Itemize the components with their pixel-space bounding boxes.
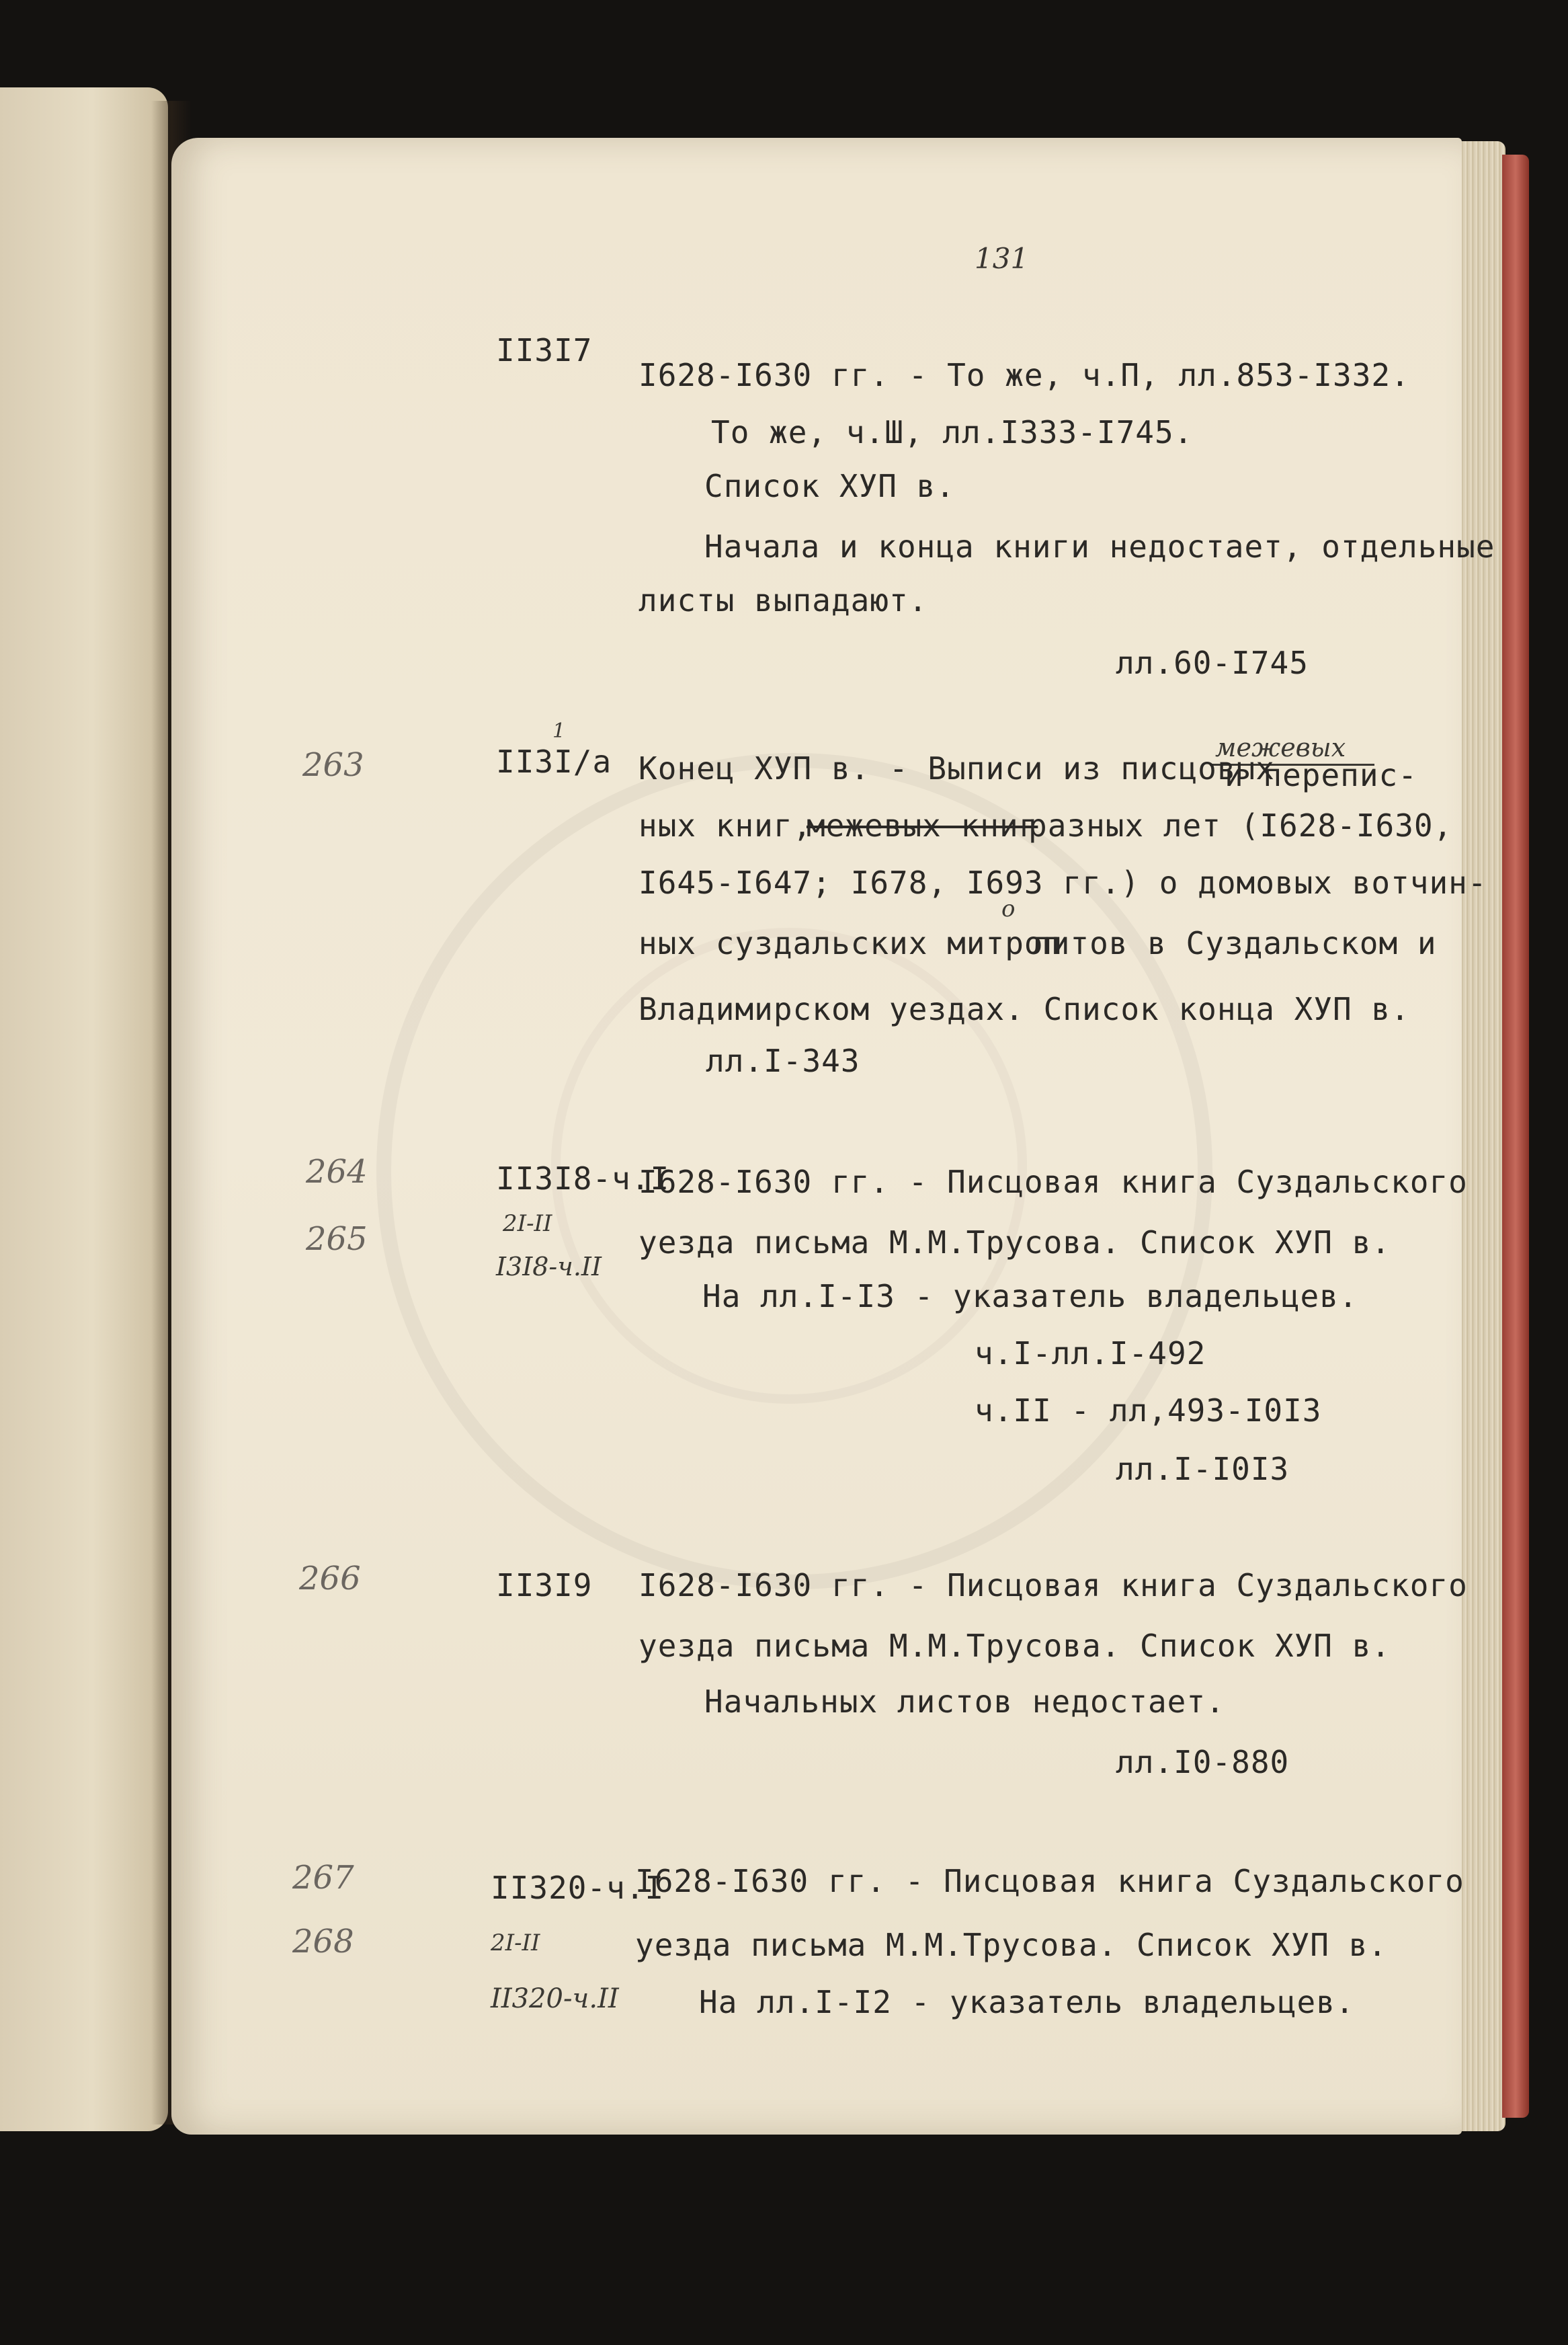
margin-number: 268 [292,1923,354,1960]
entry-line: уезда письма М.М.Трусова. Список ХУП в. [638,1224,1391,1261]
handwritten-note: 1 [552,719,566,743]
entry-line: разных лет (I628-I630, [1028,807,1453,844]
margin-number: 266 [299,1560,361,1597]
entry-sheet-range: лл.I-I0I3 [1116,1451,1290,1487]
entry-line: Конец ХУП в. - Выписи из писцовых [638,750,1275,787]
entry-line: уезда письма М.М.Трусова. Список ХУП в. [638,1628,1391,1664]
page-number: 131 [975,242,1029,275]
entry-line: На лл.I-I2 - указатель владельцев. [699,1984,1355,2020]
entry-sheet-range: лл.60-I745 [1116,645,1309,681]
entry-line: I628-I630 гг. - Писцовая книга Суздальского [638,1164,1468,1200]
margin-number: 267 [292,1859,354,1897]
handwritten-note: I3I8-ч.II [496,1252,602,1281]
entry-line: То же, ч.Ш, лл.I333-I745. [711,414,1194,450]
margin-number: 264 [306,1153,368,1191]
entry-line: Владимирском уездах. Список конца ХУП в. [638,991,1410,1027]
entry-line: уезда письма М.М.Трусова. Список ХУП в. [635,1927,1388,1963]
struck-text: межевых книг [807,807,1038,844]
entry-line: I628-I630 гг. - То же, ч.П, лл.853-I332. [638,357,1410,393]
entry-number: II3I9 [496,1567,593,1603]
entry-sheet-range: лл.I0-880 [1116,1744,1290,1780]
margin-number: 265 [306,1220,368,1258]
margin-number: 263 [302,746,364,784]
handwritten-correction: о [1001,896,1016,922]
entry-line: Список ХУП в. [704,468,956,504]
entry-line: На лл.I-I3 - указатель владельцев. [702,1278,1358,1314]
handwritten-note: II320-ч.II [491,1983,619,2014]
entry-line: литов в Суздальском и [1032,925,1437,961]
entry-number: II3I7 [496,332,593,368]
handwritten-note: 2I-II [503,1210,552,1237]
entry-number: II3I/а [496,744,612,780]
entry-line: I628-I630 гг. - Писцовая книга Суздальского [638,1567,1468,1603]
entry-line: ных суздальских митроп [638,925,1063,961]
entry-line: листы выпадают. [638,582,928,619]
handwritten-insertion: межевых [1215,733,1346,762]
entry-sheet-range: лл.I-343 [706,1043,860,1079]
entry-line: ч.I-лл.I-492 [975,1335,1206,1372]
entry-line: Начала и конца книги недостает, отдельные [704,528,1495,565]
entry-line: Начальных листов недостает. [704,1683,1225,1720]
book-cover-edge [1502,155,1529,2118]
handwritten-note: 2I-II [491,1930,540,1956]
entry-line: ч.II - лл,493-I0I3 [975,1392,1322,1429]
entry-line: ных книг, [638,807,813,844]
entry-line: I628-I630 гг. - Писцовая книга Суздальского [635,1863,1464,1899]
entry-number: II3I8-ч.I [496,1160,670,1197]
entry-line: I645-I647; I678, I693 гг.) о домовых вотчин- [638,865,1487,901]
entry-line: и перепис- [1225,757,1417,793]
left-page [0,87,168,2131]
entry-number: II320-ч.I [491,1870,665,1906]
